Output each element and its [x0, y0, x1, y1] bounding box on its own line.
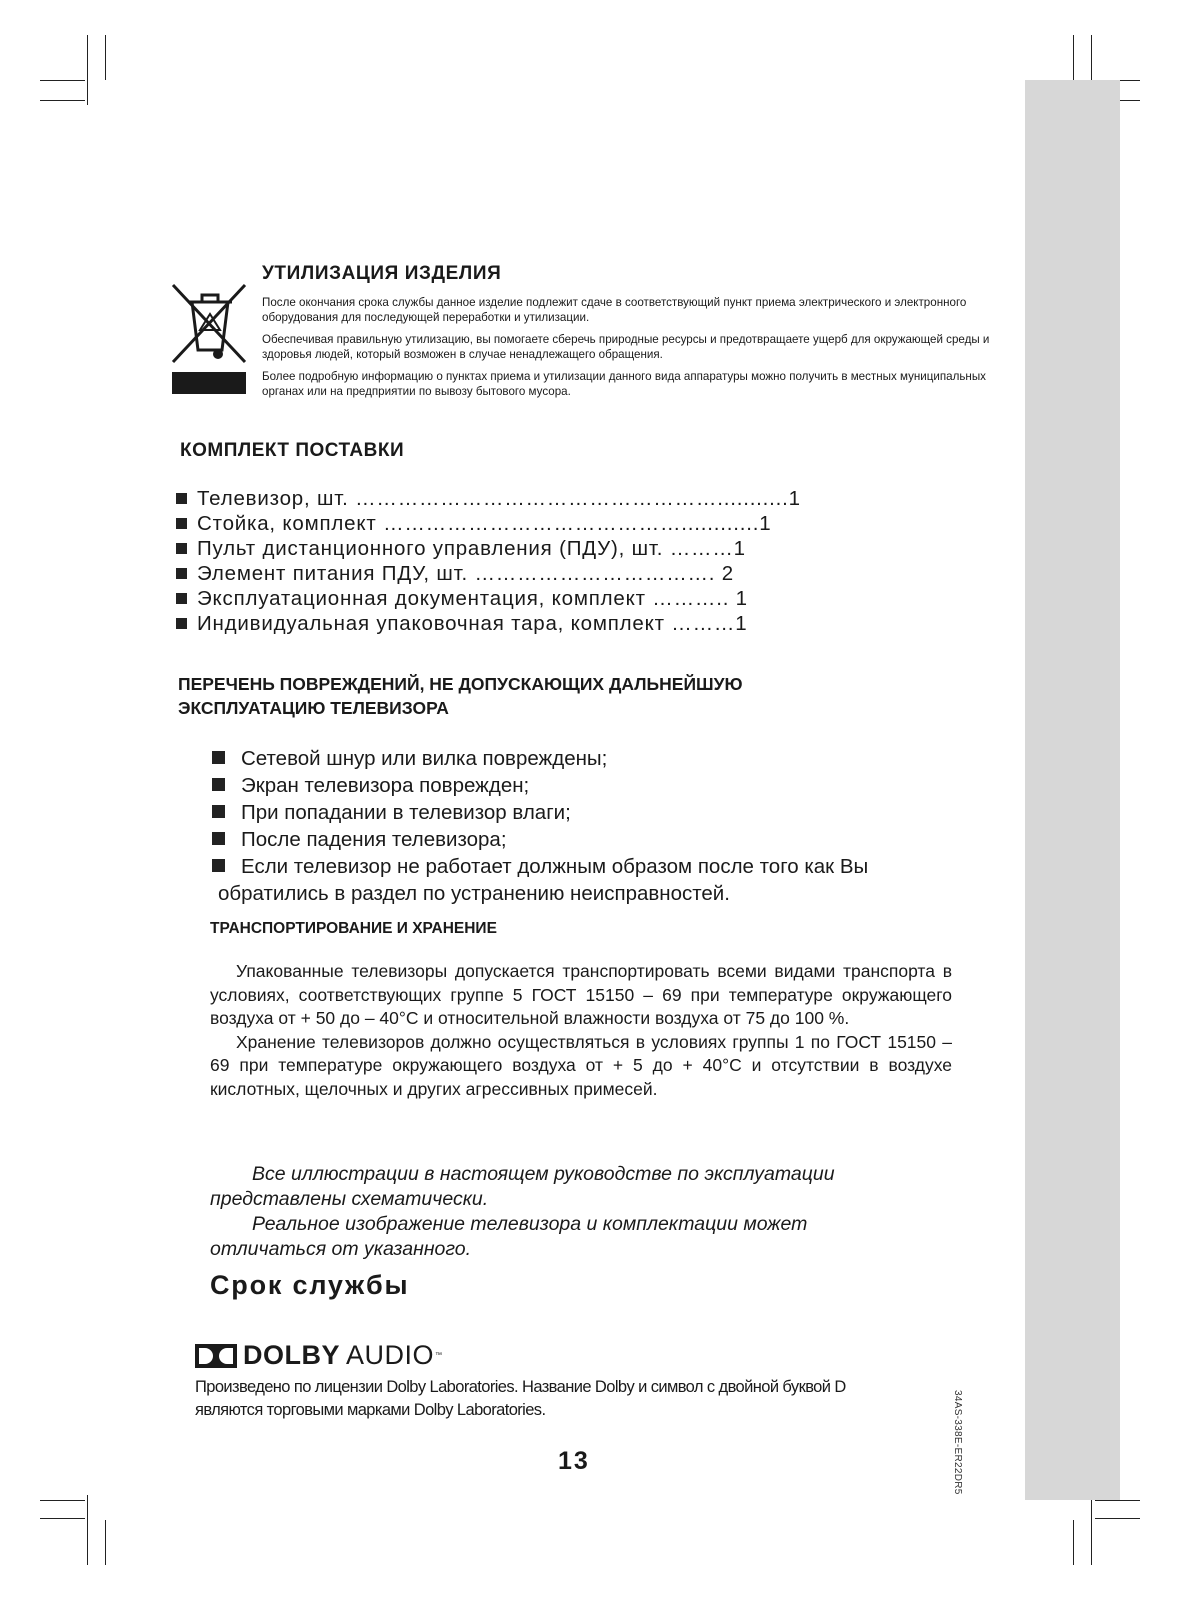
bullet-square-icon — [176, 518, 187, 529]
crop-mark — [40, 1518, 85, 1519]
list-item — [212, 772, 972, 799]
document-code: 34AS-338E-ER22DR5 — [952, 1390, 963, 1495]
damage-list — [212, 745, 972, 907]
kit-item-text: Пульт дистанционного управления (ПДУ), шт. ………1 — [197, 537, 746, 560]
kit-title: КОМПЛЕКТ ПОСТАВКИ — [180, 440, 405, 461]
note-line: отличаться от указанного. — [210, 1238, 472, 1260]
recycling-paragraph: После окончания срока службы данное изделие подлежит сдаче в соответствующий пункт приема электрического и электронного оборудования для последующей переработки и утилизации. — [262, 296, 967, 324]
damage-item-text: Сетевой шнур или вилка повреждены; — [241, 747, 608, 770]
note-line: Реальное изображение телевизора и комплектации может — [252, 1213, 808, 1235]
crop-mark — [1073, 1520, 1074, 1565]
damage-item-text: При попадании в телевизор влаги; — [241, 801, 571, 824]
bullet-square-icon — [176, 568, 187, 579]
transport-title: ТРАНСПОРТИРОВАНИЕ И ХРАНЕНИЕ — [210, 920, 497, 937]
trademark-sign: ™ — [435, 1352, 443, 1359]
crop-mark — [40, 80, 85, 81]
bullet-square-icon — [212, 832, 225, 845]
list-item — [176, 586, 801, 611]
side-tab-band — [1025, 80, 1120, 1500]
note-line: Все иллюстрации в настоящем руководстве по эксплуатации — [252, 1163, 835, 1185]
list-item — [212, 799, 972, 826]
list-item — [212, 853, 972, 907]
crop-mark — [87, 35, 88, 105]
bullet-square-icon — [176, 618, 187, 629]
damage-item-text: Если телевизор не работает должным образом после того как Вы — [241, 855, 869, 878]
damage-title — [178, 672, 743, 720]
crossed-out-wheelie-bin-icon — [170, 280, 248, 402]
list-item — [176, 611, 801, 636]
recycling-paragraph: Обеспечивая правильную утилизацию, вы помогаете сберечь природные ресурсы и предотвращаете ущерб для окружающей среды и здоровья людей, который возможен в случае ненадлежащего обращения. — [262, 333, 990, 361]
list-item — [176, 511, 801, 536]
list-item — [212, 826, 972, 853]
list-item — [212, 745, 972, 772]
recycling-title: УТИЛИЗАЦИЯ ИЗДЕЛИЯ — [262, 263, 502, 284]
transport-text — [210, 960, 952, 1101]
dolby-double-d-icon — [195, 1344, 237, 1368]
list-item — [176, 536, 801, 561]
bullet-square-icon — [212, 805, 225, 818]
crop-mark — [105, 1520, 106, 1565]
bullet-square-icon — [212, 778, 225, 791]
dolby-license-text — [195, 1376, 975, 1422]
bullet-square-icon — [176, 493, 187, 504]
recycling-section — [262, 263, 1002, 406]
transport-paragraph: Хранение телевизоров должно осуществляться в условиях группы 1 по ГОСТ 15150 – 69 при температуре окружающего воздуха от + 5 до + 40°С и отсутствии в воздухе кислотных, щелочных и других агрессивных примесей. — [210, 1031, 952, 1099]
list-item — [176, 561, 801, 586]
illustration-note — [210, 1162, 952, 1262]
crop-mark — [40, 1500, 85, 1501]
bullet-square-icon — [212, 751, 225, 764]
crop-mark — [1091, 1495, 1092, 1565]
bullet-square-icon — [176, 593, 187, 604]
crop-mark — [1095, 1500, 1140, 1501]
crop-mark — [87, 1495, 88, 1565]
list-item — [176, 486, 801, 511]
dolby-text-line: Произведено по лицензии Dolby Laboratories. Название Dolby и символ с двойной буквой D — [195, 1378, 846, 1396]
bullet-square-icon — [176, 543, 187, 554]
dolby-logo-audio: AUDIO — [346, 1340, 435, 1370]
crop-mark — [40, 100, 85, 101]
transport-paragraph: Упакованные телевизоры допускается транспортировать всеми видами транспорта в условиях, соответствующих группе 5 ГОСТ 15150 – 69 при температуре окружающего воздуха от + 50 до – 40°С и относительной влажности воздуха от 75 до 100 %. — [210, 961, 952, 1028]
damage-item-continuation: обратились в раздел по устранению неисправностей. — [218, 882, 730, 905]
damage-title-line: ПЕРЕЧЕНЬ ПОВРЕЖДЕНИЙ, НЕ ДОПУСКАЮЩИХ ДАЛЬНЕЙШУЮ — [178, 674, 743, 694]
damage-item-text: После падения телевизора; — [241, 828, 507, 851]
page-number: 13 — [558, 1447, 590, 1475]
kit-item-text: Элемент питания ПДУ, шт. ……………………………. 2 — [197, 562, 734, 585]
recycling-paragraph: Более подробную информацию о пунктах приема и утилизации данного вида аппаратуры можно получить в местных муниципальных органах или на предприятии по вывозу бытового мусора. — [262, 370, 986, 398]
kit-item-text: Индивидуальная упаковочная тара, комплект ………1 — [197, 612, 748, 635]
crop-mark — [105, 35, 106, 80]
kit-item-text: Эксплуатационная документация, комплект ……….. 1 — [197, 587, 748, 610]
damage-title-line: ЭКСПЛУАТАЦИЮ ТЕЛЕВИЗОРА — [178, 698, 449, 718]
service-life-title: Срок службы — [210, 1270, 410, 1300]
kit-item-text: Стойка, комплект ……………………………………............1 — [197, 512, 772, 535]
damage-item-text: Экран телевизора поврежден; — [241, 774, 530, 797]
dolby-text-line: являются торговыми марками Dolby Laboratories. — [195, 1401, 546, 1419]
dolby-logo-word: DOLBY — [243, 1340, 340, 1370]
kit-item-text: Телевизор, шт. ……………………………………………...........1 — [197, 487, 801, 510]
kit-list — [176, 486, 801, 636]
crop-mark — [1073, 35, 1074, 80]
note-line: представлены схематически. — [210, 1188, 489, 1210]
dolby-audio-logo — [195, 1340, 442, 1371]
crop-mark — [1095, 1518, 1140, 1519]
bullet-square-icon — [212, 859, 225, 872]
